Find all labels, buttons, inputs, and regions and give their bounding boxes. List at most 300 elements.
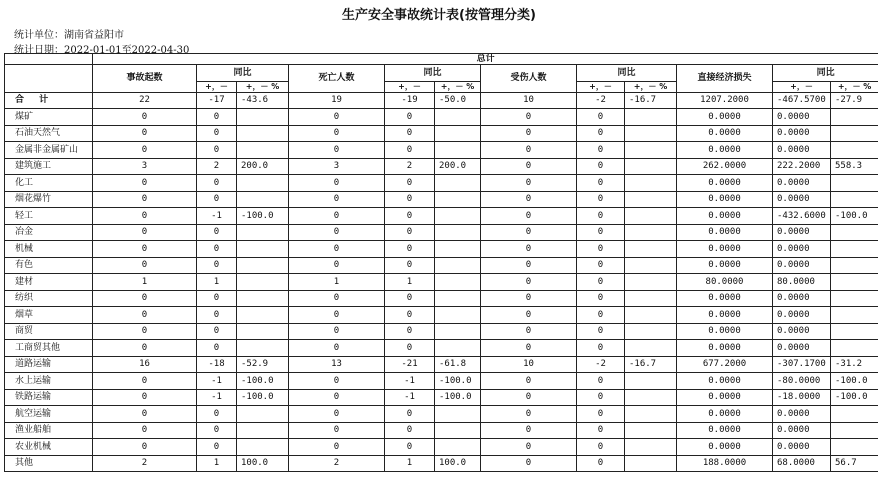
cell-loss-pct <box>831 142 878 159</box>
cell-loss-diff: -467.5700 <box>773 92 831 109</box>
cell-loss-diff: 0.0000 <box>773 406 831 423</box>
cell-loss: 0.0000 <box>677 340 773 357</box>
cell-accidents: 0 <box>93 142 197 159</box>
cell-injuries-diff: 0 <box>577 406 625 423</box>
cell-loss-diff: -432.6000 <box>773 208 831 225</box>
cell-loss-pct <box>831 109 878 126</box>
cell-injuries-diff: 0 <box>577 274 625 291</box>
cell-deaths-diff: 0 <box>385 422 435 439</box>
cell-accidents: 0 <box>93 340 197 357</box>
cell-loss: 0.0000 <box>677 241 773 258</box>
cell-deaths: 0 <box>289 257 385 274</box>
table-row <box>5 455 878 472</box>
cell-accidents-pct <box>237 323 289 340</box>
cell-injuries: 0 <box>481 208 577 225</box>
cell-injuries: 0 <box>481 290 577 307</box>
cell-loss-pct <box>831 406 878 423</box>
cell-injuries-pct <box>625 373 677 390</box>
cell-loss: 0.0000 <box>677 439 773 456</box>
cell-accidents: 0 <box>93 290 197 307</box>
cell-accidents-pct <box>237 307 289 324</box>
cell-deaths: 0 <box>289 307 385 324</box>
accident-statistics-table <box>4 53 878 472</box>
cell-row-name: 轻工 <box>5 208 93 225</box>
cell-accidents-pct <box>237 224 289 241</box>
cell-accidents: 3 <box>93 158 197 175</box>
cell-deaths: 0 <box>289 439 385 456</box>
cell-loss-diff: 0.0000 <box>773 290 831 307</box>
cell-row-name: 渔业船舶 <box>5 422 93 439</box>
cell-accidents-pct <box>237 422 289 439</box>
cell-deaths: 0 <box>289 191 385 208</box>
cell-accidents-diff: 0 <box>197 125 237 142</box>
cell-deaths-pct <box>435 109 481 126</box>
cell-injuries-pct <box>625 142 677 159</box>
table-row <box>5 323 878 340</box>
cell-deaths-diff: -21 <box>385 356 435 373</box>
cell-injuries-pct <box>625 307 677 324</box>
cell-loss-pct <box>831 125 878 142</box>
cell-loss-diff: 0.0000 <box>773 175 831 192</box>
cell-loss-pct <box>831 439 878 456</box>
cell-deaths-pct <box>435 257 481 274</box>
cell-injuries-diff: 0 <box>577 290 625 307</box>
cell-loss: 0.0000 <box>677 142 773 159</box>
cell-loss: 80.0000 <box>677 274 773 291</box>
cell-loss-diff: 222.2000 <box>773 158 831 175</box>
cell-accidents-pct <box>237 109 289 126</box>
cell-loss: 0.0000 <box>677 406 773 423</box>
cell-deaths-diff: 0 <box>385 125 435 142</box>
cell-loss-pct <box>831 175 878 192</box>
cell-accidents-pct <box>237 340 289 357</box>
cell-accidents-diff: 1 <box>197 455 237 472</box>
cell-injuries-pct <box>625 208 677 225</box>
cell-injuries-pct <box>625 191 677 208</box>
cell-deaths-diff: 0 <box>385 290 435 307</box>
cell-row-name: 冶金 <box>5 224 93 241</box>
cell-accidents: 0 <box>93 422 197 439</box>
cell-row-name: 合 计 <box>5 92 93 109</box>
cell-loss-diff: 0.0000 <box>773 307 831 324</box>
cell-loss: 0.0000 <box>677 175 773 192</box>
cell-row-name: 铁路运输 <box>5 389 93 406</box>
table-row <box>5 389 878 406</box>
cell-deaths: 0 <box>289 373 385 390</box>
cell-accidents-diff: 0 <box>197 340 237 357</box>
col-deaths: 死亡人数 <box>289 65 385 93</box>
cell-injuries: 10 <box>481 92 577 109</box>
cell-loss-diff: 0.0000 <box>773 323 831 340</box>
cell-accidents: 22 <box>93 92 197 109</box>
cell-loss: 0.0000 <box>677 257 773 274</box>
col-accidents: 事故起数 <box>93 65 197 93</box>
cell-deaths-pct <box>435 422 481 439</box>
cell-deaths: 0 <box>289 406 385 423</box>
cell-injuries-pct <box>625 175 677 192</box>
cell-accidents: 16 <box>93 356 197 373</box>
cell-deaths-diff: 0 <box>385 340 435 357</box>
cell-accidents-diff: -1 <box>197 373 237 390</box>
table-row <box>5 224 878 241</box>
cell-injuries-diff: 0 <box>577 340 625 357</box>
cell-deaths-pct <box>435 274 481 291</box>
table-row <box>5 290 878 307</box>
cell-deaths-diff: 1 <box>385 274 435 291</box>
cell-injuries-diff: 0 <box>577 208 625 225</box>
cell-loss: 0.0000 <box>677 323 773 340</box>
cell-deaths-diff: 0 <box>385 241 435 258</box>
cell-accidents: 0 <box>93 439 197 456</box>
cell-row-name: 建材 <box>5 274 93 291</box>
cell-row-name: 烟花爆竹 <box>5 191 93 208</box>
cell-loss-pct <box>831 307 878 324</box>
table-row <box>5 142 878 159</box>
cell-injuries: 0 <box>481 175 577 192</box>
cell-loss-diff: 80.0000 <box>773 274 831 291</box>
cell-injuries-diff: 0 <box>577 109 625 126</box>
cell-injuries-pct <box>625 455 677 472</box>
cell-accidents-diff: 0 <box>197 224 237 241</box>
cell-loss-pct: -100.0 <box>831 373 878 390</box>
cell-injuries-diff: 0 <box>577 373 625 390</box>
cell-deaths: 0 <box>289 422 385 439</box>
cell-loss-pct <box>831 241 878 258</box>
table-row <box>5 241 878 258</box>
cell-deaths-pct <box>435 224 481 241</box>
cell-accidents-pct: -100.0 <box>237 373 289 390</box>
cell-deaths-diff: 0 <box>385 406 435 423</box>
cell-accidents: 0 <box>93 241 197 258</box>
col-deaths-pct: +，－ % <box>435 81 481 92</box>
cell-row-name: 航空运输 <box>5 406 93 423</box>
cell-deaths-pct <box>435 208 481 225</box>
cell-loss-diff: 0.0000 <box>773 241 831 258</box>
cell-accidents-pct <box>237 257 289 274</box>
cell-deaths-diff: 0 <box>385 142 435 159</box>
cell-accidents: 0 <box>93 125 197 142</box>
cell-injuries-pct <box>625 257 677 274</box>
cell-injuries: 0 <box>481 307 577 324</box>
cell-accidents: 0 <box>93 208 197 225</box>
cell-injuries-diff: 0 <box>577 158 625 175</box>
cell-injuries-diff: 0 <box>577 323 625 340</box>
table-row <box>5 158 878 175</box>
col-injuries-diff: +，－ <box>577 81 625 92</box>
cell-deaths-pct: -100.0 <box>435 373 481 390</box>
cell-injuries-diff: 0 <box>577 142 625 159</box>
table-row <box>5 373 878 390</box>
cell-deaths: 3 <box>289 158 385 175</box>
cell-loss: 188.0000 <box>677 455 773 472</box>
cell-accidents-diff: 0 <box>197 142 237 159</box>
cell-deaths-pct <box>435 340 481 357</box>
cell-accidents-pct <box>237 125 289 142</box>
cell-deaths-diff: 0 <box>385 257 435 274</box>
cell-accidents-diff: 0 <box>197 422 237 439</box>
cell-accidents-diff: 0 <box>197 241 237 258</box>
cell-injuries: 0 <box>481 406 577 423</box>
cell-loss: 0.0000 <box>677 208 773 225</box>
cell-accidents: 0 <box>93 109 197 126</box>
cell-injuries-pct <box>625 323 677 340</box>
table-row <box>5 307 878 324</box>
cell-deaths-pct <box>435 125 481 142</box>
cell-deaths-diff: 0 <box>385 224 435 241</box>
cell-injuries-diff: 0 <box>577 224 625 241</box>
cell-injuries-pct <box>625 158 677 175</box>
cell-accidents-diff: 0 <box>197 191 237 208</box>
cell-loss-pct: -27.9 <box>831 92 878 109</box>
cell-row-name: 工商贸其他 <box>5 340 93 357</box>
cell-loss: 262.0000 <box>677 158 773 175</box>
cell-loss-diff: 0.0000 <box>773 422 831 439</box>
cell-accidents-diff: -1 <box>197 208 237 225</box>
cell-loss: 0.0000 <box>677 125 773 142</box>
cell-loss-pct <box>831 224 878 241</box>
cell-deaths-diff: 0 <box>385 323 435 340</box>
cell-loss-pct <box>831 340 878 357</box>
cell-loss-pct <box>831 191 878 208</box>
cell-deaths-pct <box>435 290 481 307</box>
cell-accidents-diff: 0 <box>197 257 237 274</box>
cell-injuries-diff: 0 <box>577 389 625 406</box>
cell-loss-pct: 56.7 <box>831 455 878 472</box>
cell-injuries-pct <box>625 422 677 439</box>
cell-row-name: 其他 <box>5 455 93 472</box>
cell-accidents-pct <box>237 175 289 192</box>
cell-deaths: 2 <box>289 455 385 472</box>
cell-accidents-diff: 0 <box>197 290 237 307</box>
report-title: 生产安全事故统计表(按管理分类) <box>342 8 536 23</box>
cell-injuries-pct: -16.7 <box>625 92 677 109</box>
cell-accidents-pct: -100.0 <box>237 389 289 406</box>
table-row <box>5 422 878 439</box>
cell-loss-pct <box>831 290 878 307</box>
cell-accidents-diff: -18 <box>197 356 237 373</box>
cell-injuries: 0 <box>481 142 577 159</box>
cell-loss-pct: 558.3 <box>831 158 878 175</box>
cell-deaths-diff: 0 <box>385 208 435 225</box>
cell-deaths: 0 <box>289 109 385 126</box>
cell-injuries-diff: 0 <box>577 125 625 142</box>
cell-row-name: 水上运输 <box>5 373 93 390</box>
cell-injuries: 0 <box>481 389 577 406</box>
cell-loss-diff: 0.0000 <box>773 142 831 159</box>
cell-accidents: 0 <box>93 175 197 192</box>
cell-row-name: 金属非金属矿山 <box>5 142 93 159</box>
cell-accidents-pct <box>237 274 289 291</box>
cell-injuries: 0 <box>481 422 577 439</box>
cell-accidents-diff: 0 <box>197 109 237 126</box>
cell-row-name: 商贸 <box>5 323 93 340</box>
cell-loss: 0.0000 <box>677 109 773 126</box>
cell-loss-diff: 0.0000 <box>773 109 831 126</box>
cell-injuries: 0 <box>481 125 577 142</box>
cell-loss-diff: 0.0000 <box>773 340 831 357</box>
cell-injuries: 0 <box>481 224 577 241</box>
cell-loss: 1207.2000 <box>677 92 773 109</box>
cell-loss: 0.0000 <box>677 224 773 241</box>
cell-accidents: 0 <box>93 406 197 423</box>
cell-row-name: 有色 <box>5 257 93 274</box>
cell-accidents-diff: 1 <box>197 274 237 291</box>
table-row <box>5 340 878 357</box>
cell-injuries: 0 <box>481 274 577 291</box>
cell-injuries-pct <box>625 224 677 241</box>
cell-accidents-pct <box>237 191 289 208</box>
cell-injuries-pct <box>625 241 677 258</box>
cell-injuries-diff: -2 <box>577 92 625 109</box>
cell-accidents-diff: 0 <box>197 323 237 340</box>
group-header-total: 总计 <box>93 54 878 65</box>
cell-injuries-pct <box>625 274 677 291</box>
cell-deaths: 0 <box>289 208 385 225</box>
cell-deaths: 13 <box>289 356 385 373</box>
cell-injuries: 0 <box>481 455 577 472</box>
col-injuries-yoy: 同比 <box>577 65 677 82</box>
cell-loss-pct: -100.0 <box>831 389 878 406</box>
cell-loss-diff: 68.0000 <box>773 455 831 472</box>
cell-injuries-diff: -2 <box>577 356 625 373</box>
cell-loss: 0.0000 <box>677 422 773 439</box>
cell-loss-pct: -100.0 <box>831 208 878 225</box>
cell-deaths-pct <box>435 241 481 258</box>
cell-injuries-pct <box>625 109 677 126</box>
cell-deaths: 0 <box>289 340 385 357</box>
cell-deaths-diff: -1 <box>385 373 435 390</box>
col-accidents-pct: +，－ % <box>237 81 289 92</box>
cell-injuries: 10 <box>481 356 577 373</box>
cell-accidents: 0 <box>93 389 197 406</box>
cell-loss-diff: -80.0000 <box>773 373 831 390</box>
cell-injuries-pct <box>625 125 677 142</box>
cell-row-name: 纺织 <box>5 290 93 307</box>
cell-loss: 0.0000 <box>677 290 773 307</box>
cell-accidents: 0 <box>93 323 197 340</box>
cell-deaths: 0 <box>289 389 385 406</box>
cell-row-name: 化工 <box>5 175 93 192</box>
corner-cell <box>5 54 93 65</box>
cell-deaths: 0 <box>289 241 385 258</box>
cell-deaths-pct: 100.0 <box>435 455 481 472</box>
cell-loss-pct <box>831 274 878 291</box>
table-row <box>5 439 878 456</box>
cell-injuries: 0 <box>481 257 577 274</box>
statistics-date: 统计日期：2022-01-01至2022-04-30 <box>14 45 190 56</box>
cell-deaths: 1 <box>289 274 385 291</box>
cell-accidents-pct <box>237 290 289 307</box>
cell-injuries-diff: 0 <box>577 422 625 439</box>
cell-accidents-diff: 2 <box>197 158 237 175</box>
cell-row-name: 石油天然气 <box>5 125 93 142</box>
col-loss: 直接经济损失 <box>677 65 773 93</box>
cell-accidents-pct: -43.6 <box>237 92 289 109</box>
table-row <box>5 257 878 274</box>
table-row-total <box>5 92 878 109</box>
cell-loss: 0.0000 <box>677 373 773 390</box>
cell-accidents-diff: 0 <box>197 175 237 192</box>
cell-loss-diff: 0.0000 <box>773 224 831 241</box>
cell-injuries-diff: 0 <box>577 175 625 192</box>
cell-accidents-pct: 200.0 <box>237 158 289 175</box>
cell-injuries-diff: 0 <box>577 455 625 472</box>
cell-deaths-pct: -61.8 <box>435 356 481 373</box>
cell-loss: 0.0000 <box>677 389 773 406</box>
table-row <box>5 274 878 291</box>
cell-row-name: 建筑施工 <box>5 158 93 175</box>
cell-loss-diff: 0.0000 <box>773 191 831 208</box>
cell-injuries: 0 <box>481 323 577 340</box>
cell-injuries-pct <box>625 340 677 357</box>
cell-accidents: 1 <box>93 274 197 291</box>
col-accidents-diff: +，－ <box>197 81 237 92</box>
cell-deaths-pct <box>435 175 481 192</box>
cell-injuries: 0 <box>481 191 577 208</box>
cell-loss: 0.0000 <box>677 307 773 324</box>
cell-loss-pct <box>831 422 878 439</box>
cell-accidents-diff: 0 <box>197 439 237 456</box>
cell-deaths-pct: -100.0 <box>435 389 481 406</box>
cell-deaths: 0 <box>289 323 385 340</box>
cell-injuries-pct <box>625 389 677 406</box>
cell-deaths-diff: 0 <box>385 439 435 456</box>
cell-accidents: 0 <box>93 191 197 208</box>
cell-deaths-diff: -1 <box>385 389 435 406</box>
cell-deaths-diff: 0 <box>385 307 435 324</box>
col-deaths-yoy: 同比 <box>385 65 481 82</box>
cell-injuries-diff: 0 <box>577 439 625 456</box>
cell-row-name: 机械 <box>5 241 93 258</box>
cell-deaths: 19 <box>289 92 385 109</box>
col-injuries-pct: +，－ % <box>625 81 677 92</box>
cell-loss: 0.0000 <box>677 191 773 208</box>
corner-cell-lower <box>5 65 93 93</box>
cell-deaths-diff: 1 <box>385 455 435 472</box>
cell-deaths: 0 <box>289 290 385 307</box>
cell-accidents-pct <box>237 241 289 258</box>
cell-loss-diff: 0.0000 <box>773 257 831 274</box>
cell-deaths: 0 <box>289 175 385 192</box>
cell-accidents: 0 <box>93 307 197 324</box>
cell-injuries: 0 <box>481 340 577 357</box>
cell-loss-pct: -31.2 <box>831 356 878 373</box>
cell-accidents-pct <box>237 439 289 456</box>
cell-accidents-pct: -52.9 <box>237 356 289 373</box>
cell-injuries-pct: -16.7 <box>625 356 677 373</box>
cell-deaths-diff: 2 <box>385 158 435 175</box>
cell-deaths: 0 <box>289 224 385 241</box>
cell-injuries: 0 <box>481 158 577 175</box>
cell-row-name: 道路运输 <box>5 356 93 373</box>
cell-accidents-pct <box>237 406 289 423</box>
col-accidents-yoy: 同比 <box>197 65 289 82</box>
table-row <box>5 109 878 126</box>
cell-accidents-pct: -100.0 <box>237 208 289 225</box>
cell-loss-diff: 0.0000 <box>773 125 831 142</box>
cell-accidents-diff: 0 <box>197 406 237 423</box>
cell-deaths-diff: 0 <box>385 191 435 208</box>
cell-deaths: 0 <box>289 142 385 159</box>
cell-deaths-pct <box>435 439 481 456</box>
table-row <box>5 175 878 192</box>
cell-injuries-pct <box>625 406 677 423</box>
cell-row-name: 煤矿 <box>5 109 93 126</box>
cell-deaths-diff: 0 <box>385 109 435 126</box>
col-loss-yoy: 同比 <box>773 65 878 82</box>
cell-deaths-pct: 200.0 <box>435 158 481 175</box>
cell-accidents-diff: -17 <box>197 92 237 109</box>
